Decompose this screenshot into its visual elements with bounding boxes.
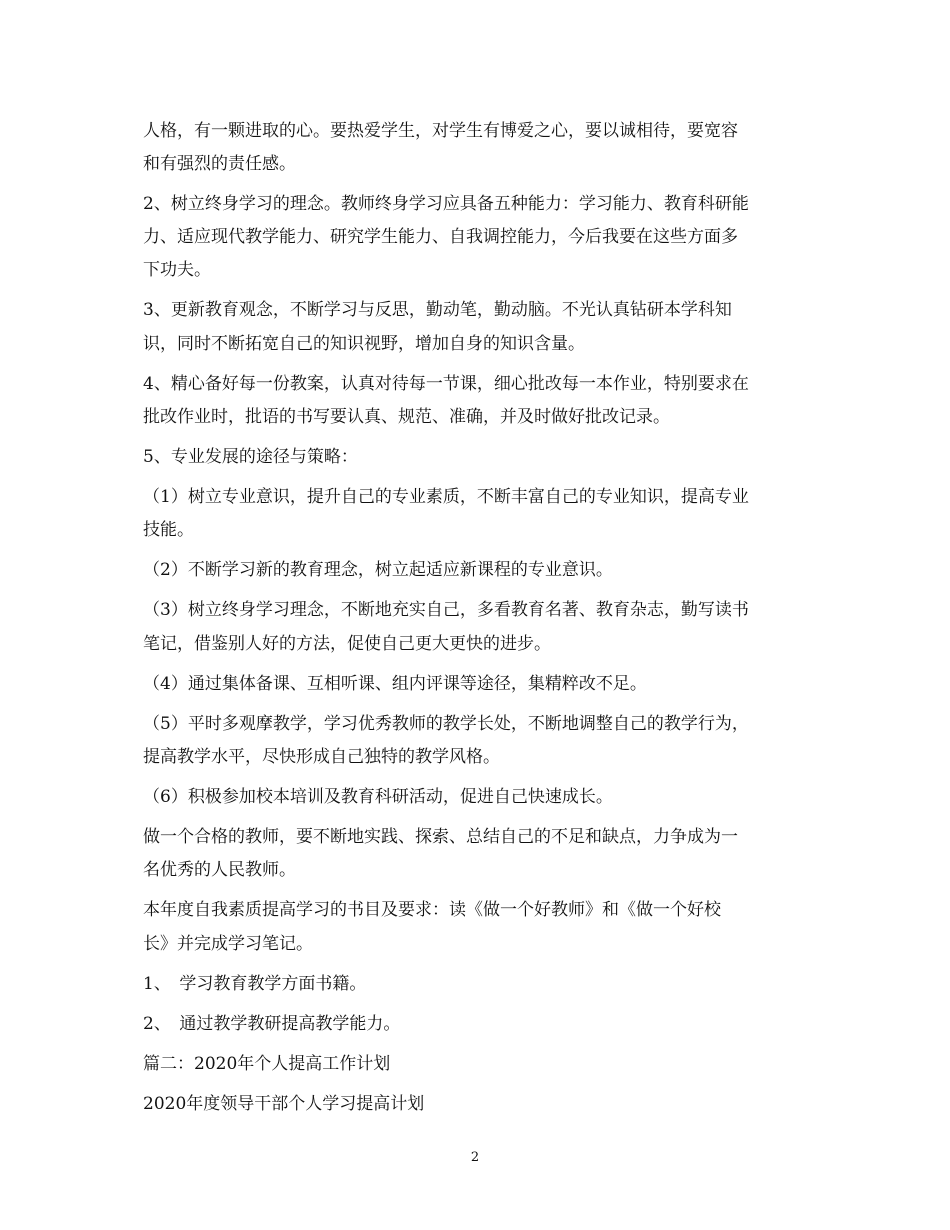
paragraph-line: 长》并完成学习笔记。 (143, 934, 313, 954)
paragraph-line: 2、 通过教学教研提高教学能力。 (143, 1014, 401, 1034)
paragraph-line: （3）树立终身学习理念，不断地充实自己，多看教育名著、教育杂志，勤写读书 (143, 600, 749, 620)
paragraph-line: 名优秀的人民教师。 (143, 860, 296, 880)
paragraph-line: 本年度自我素质提高学习的书目及要求：读《做一个好教师》和《做一个好校 (143, 900, 721, 920)
paragraph-line: 技能。 (143, 520, 194, 540)
paragraph-line: （5）平时多观摩教学，学习优秀教师的教学长处，不断地调整自己的教学行为， (143, 714, 749, 734)
section-subheading: 2020年度领导干部个人学习提高计划 (143, 1094, 425, 1114)
paragraph-line: 提高教学水平，尽快形成自己独特的教学风格。 (143, 747, 500, 767)
paragraph-line: （2）不断学习新的教育理念，树立起适应新课程的专业意识。 (143, 560, 613, 580)
paragraph-line: 力、适应现代教学能力、研究学生能力、自我调控能力，今后我要在这些方面多 (143, 227, 738, 247)
paragraph-line: 5、专业发展的途径与策略： (143, 447, 358, 467)
page-number: 2 (470, 1150, 480, 1165)
paragraph-line: 做一个合格的教师，要不断地实践、探索、总结自己的不足和缺点，力争成为一 (143, 827, 738, 847)
section-heading: 篇二：2020年个人提高工作计划 (143, 1054, 391, 1074)
paragraph-line: 2、树立终身学习的理念。教师终身学习应具备五种能力：学习能力、教育科研能 (143, 194, 749, 214)
paragraph-line: 3、更新教育观念，不断学习与反思，勤动笔，勤动脑。不光认真钻研本学科知 (143, 300, 732, 320)
paragraph-line: （1）树立专业意识，提升自己的专业素质，不断丰富自己的专业知识，提高专业 (143, 487, 749, 507)
paragraph-line: （4）通过集体备课、互相听课、组内评课等途径，集精粹改不足。 (143, 674, 647, 694)
paragraph-line: 批改作业时，批语的书写要认真、规范、准确，并及时做好批改记录。 (143, 407, 670, 427)
paragraph-line: （6）积极参加校本培训及教育科研活动，促进自己快速成长。 (143, 787, 613, 807)
paragraph-line: 识，同时不断拓宽自己的知识视野，增加自身的知识含量。 (143, 334, 585, 354)
paragraph-line: 和有强烈的责任感。 (143, 154, 296, 174)
paragraph-line: 1、 学习教育教学方面书籍。 (143, 974, 367, 994)
paragraph-line: 4、精心备好每一份教案，认真对待每一节课，细心批改每一本作业，特别要求在 (143, 374, 749, 394)
paragraph-line: 笔记，借鉴别人好的方法，促使自己更大更快的进步。 (143, 634, 551, 654)
paragraph-line: 下功夫。 (143, 260, 211, 280)
paragraph-line: 人格，有一颗进取的心。要热爱学生，对学生有博爱之心，要以诚相待，要宽容 (143, 121, 738, 141)
